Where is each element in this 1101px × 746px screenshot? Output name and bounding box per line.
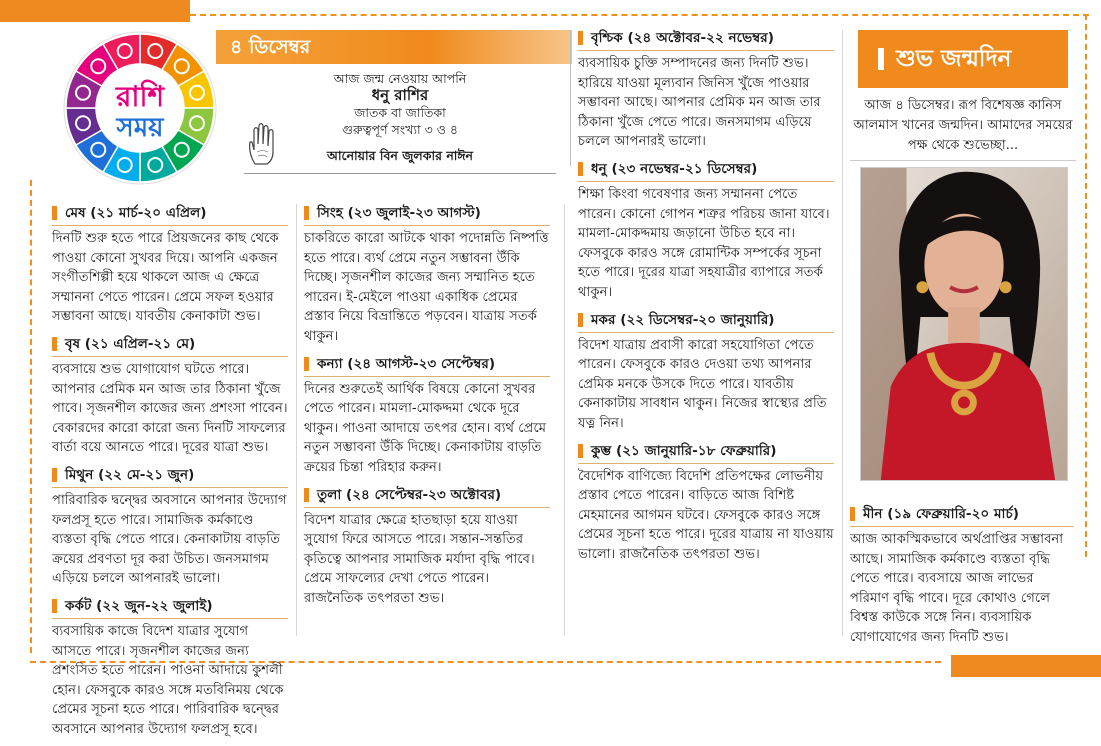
column-separator-1: [296, 204, 297, 636]
intro-block: [250, 70, 550, 138]
dashed-border-right: [1085, 14, 1087, 557]
column-separator-2: [564, 204, 565, 636]
sign-body: বিদেশ যাত্রার ক্ষেত্রে হাতছাড়া হয়ে যাওয়া সুযোগ ফিরে আসতে পারে। সন্তান-সন্ততির কৃতিত্বে আপনার সামাজিক মর্যাদা বৃদ্ধি পাবে। প্রেমে সাফল্যের দেখা পেতে পারেন। রাজনৈতিক তৎপরতা শুভ।: [304, 512, 535, 606]
date-banner: ৪ ডিসেম্বর: [216, 30, 572, 64]
sign-title: মীন (১৯ ফেব্রুয়ারি-২০ মার্চ): [863, 506, 1020, 522]
sign-mesh: [52, 203, 288, 327]
column-2: [304, 203, 550, 616]
banner-marker: [878, 48, 884, 70]
sign-marker: [52, 206, 57, 220]
sign-title: কন্যা (২৪ আগস্ট-২৩ সেপ্টেম্বর): [317, 355, 496, 372]
sign-title: সিংহ (২৩ জুলাই-২৩ আগস্ট): [317, 205, 481, 221]
sign-marker: [52, 337, 57, 351]
sign-body: চাকরিতে কারো আটকে থাকা পদোন্নতি নিষ্পত্তি হতে পারে। ব্যর্থ প্রেমে নতুন সম্ভাবনা উঁকি দিচ্ছে। সৃজনশীল কাজের জন্য সম্মানিত হতে পারেন। ই-মেইলে পাওয়া একাধিক প্রেমের প্রস্তাব নিয়ে বিভ্রান্তিতে পড়বেন। যাত্রায় সতর্ক থাকুন।: [304, 231, 549, 344]
sign-brishchik: [578, 28, 834, 152]
intro-line-1: আজ জন্ম নেওয়ায় আপনি: [333, 71, 467, 86]
sign-title: কুম্ভ (২১ জানুয়ারি-১৮ ফেব্রুয়ারি): [591, 442, 777, 459]
sign-brish: [52, 334, 288, 458]
birthday-divider: [850, 160, 1076, 161]
sign-meen: [850, 504, 1074, 648]
corner-accent-bottom-right: [951, 655, 1101, 677]
sign-tula: [304, 485, 550, 609]
column-3: [578, 28, 834, 571]
sign-title: মকর (২২ ডিসেম্বর-২০ জানুয়ারি): [591, 311, 775, 328]
intro-line-4: গুরুত্বপূর্ণ সংখ্যা ৩ ও ৪: [341, 122, 459, 137]
column-separator-3: [842, 30, 843, 636]
intro-line-3: জাতক বা জাতিকা: [354, 105, 446, 120]
sign-body: দিনের শুরুতেই আর্থিক বিষয়ে কোনো সুখবর পেতে পারেন। মামলা-মোকদ্দমা থেকে দূরে থাকুন। পাওনা আদায়ে তৎপর হোন। ব্যর্থ প্রেমে নতুন সম্ভাবনা উঁকি দিচ্ছে। কেনাকাটায় বাড়তি ক্রয়ের চিন্তা পরিহার করুন।: [304, 381, 547, 475]
sign-marker: [578, 31, 583, 45]
sign-marker: [850, 507, 855, 521]
dashed-border-left: [30, 180, 32, 653]
logo-word-somoy: সময়: [116, 113, 164, 143]
sign-marker: [52, 599, 57, 613]
sign-karkat: [52, 596, 288, 740]
column-4: [850, 504, 1074, 655]
sign-title: বৃশ্চিক (২৪ অক্টোবর-২২ নভেম্বর): [591, 30, 774, 46]
corner-accent-top-left: [0, 0, 190, 22]
sign-title: বৃষ (২১ এপ্রিল-২১ মে): [65, 335, 196, 352]
sign-singha: [304, 203, 550, 347]
sign-title: মেষ (২১ মার্চ-২০ এপ্রিল): [65, 205, 207, 221]
sign-makar: [578, 310, 834, 434]
sign-dhanu: [578, 159, 834, 303]
birthday-person-photo: [860, 167, 1068, 481]
rashi-somoy-logo: [62, 30, 218, 186]
sign-body: দিনটি শুরু হতে পারে প্রিয়জনের কাছ থেকে পাওয়া কোনো সুখবর দিয়ে। আপনি একজন সংগীতশিল্পী হয়ে থাকলে আজ এ ক্ষেত্রে সম্মাননা পেতে পারেন। প্রেমে সফল হওয়ার সম্ভাবনা আছে। যাবতীয় কেনাকাটা শুভ।: [52, 231, 279, 325]
sign-title: ধনু (২৩ নভেম্বর-২১ ডিসেম্বর): [591, 160, 758, 177]
header-divider: [570, 30, 571, 166]
sign-body: বৈদেশিক বাণিজ্যে বিদেশি প্রতিপক্ষের লোভনীয় প্রস্তাব পেতে পারেন। বাড়িতে আজ বিশিষ্ট মেহমানের আগমন ঘটবে। ফেসবুকে কারও সঙ্গে প্রেমের সূচনা হতে পারে। দূরের যাত্রায় না যাওয়ায় ভালো। রাজনৈতিক তৎপরতা শুভ।: [578, 468, 834, 562]
intro-rashi: ধনু রাশির: [371, 86, 429, 104]
sign-kumbha: [578, 441, 834, 565]
sign-marker: [304, 488, 309, 502]
logo-word-rashi: রাশি: [115, 80, 165, 113]
sign-marker: [304, 206, 309, 220]
sign-body: ব্যবসায়িক কাজে বিদেশ যাত্রার সুযোগ আসতে পারে। সৃজনশীল কাজের জন্য প্রশংসিত হতে পারেন। পাওনা আদায়ে কুশলী হোন। ফেসবুকে কারও সঙ্গে মতবিনিময় থেকে প্রেমের সূচনা হতে পারে। পারিবারিক দ্বন্দ্বের অবসানে আপনার উদ্যোগ ফলপ্রসূ হবে।: [52, 623, 284, 737]
birthday-banner: [858, 30, 1068, 88]
author-name: আনোয়ার বিন জুলকার নাঈন: [244, 148, 556, 174]
sign-body: শিক্ষা কিংবা গবেষণার জন্য সম্মাননা পেতে পারেন। কোনো গোপন শত্রুর পরিচয় জানা যাবে। মামলা-মোকদ্দমায় জড়ানো উচিত হবে না। ফেসবুকে কারও সঙ্গে রোমান্টিক সম্পর্কের সূচনা হতে পারে। দূরের যাত্রা সহযাত্রীর ব্যাপারে সতর্ক থাকুন।: [578, 186, 830, 300]
sign-title: মিথুন (২২ মে-২১ জুন): [65, 466, 195, 483]
sign-marker: [304, 357, 309, 371]
sign-marker: [578, 313, 583, 327]
sign-marker: [578, 162, 583, 176]
column-1: [52, 203, 288, 746]
sign-title: তুলা (২৪ সেপ্টেম্বর-২৩ অক্টোবর): [317, 486, 502, 503]
sign-body: ব্যবসায়িক চুক্তি সম্পাদনের জন্য দিনটি শুভ। হারিয়ে যাওয়া মূল্যবান জিনিস খুঁজে পাওয়ার সম্ভাবনা আছে। আপনার প্রেমিক মন আজ তার ঠিকানা খুঁজে পেতে পারে। জনসমাগম এড়িয়ে চললে আপনারই ভালো।: [578, 56, 821, 150]
sign-body: আজ আকস্মিকভাবে অর্থপ্রাপ্তির সম্ভাবনা আছে। সামাজিক কর্মকাণ্ডে ব্যস্ততা বৃদ্ধি পেতে পারে। ব্যবসায়ে আজ লাভের পরিমাণ বৃদ্ধি পাবে। দূরে কোথাও গেলে বিশ্বস্ত কাউকে সঙ্গে নিন। ব্যবসায়িক যোগাযোগের জন্য দিনটি শুভ।: [850, 532, 1064, 645]
birthday-banner-title: শুভ জন্মদিন: [896, 45, 1012, 72]
birthday-text: আজ ৪ ডিসেম্বর। রূপ বিশেষজ্ঞ কানিস আলমাস খানের জন্মদিন। আমাদের সময়ের পক্ষ থেকে শুভেচ্ছা...: [853, 98, 1073, 153]
sign-mithun: [52, 465, 288, 589]
sign-kanya: [304, 354, 550, 478]
sign-body: ব্যবসায়ে শুভ যোগাযোগ ঘটতে পারে। আপনার প্রেমিক মন আজ তার ঠিকানা খুঁজে পাবে। সৃজনশীল কাজের জন্য প্রশংসা পাবেন। বেকারদের কারো কারো জন্য দিনটি সাফল্যের বার্তা বয়ে আনতে পারে। দূরের যাত্রা শুভ।: [52, 361, 288, 456]
sign-body: বিদেশ যাত্রায় প্রবাসী কারো সহযোগিতা পেতে পারেন। ফেসবুকে কারও দেওয়া তথ্য আপনার প্রেমিক মনকে উসকে দিতে পারে। যাবতীয় কেনাকাটায় সাবধান থাকুন। নিজের স্বাস্থ্যের প্রতি যত্ন নিন।: [578, 337, 827, 431]
sign-body: পারিবারিক দ্বন্দ্বের অবসানে আপনার উদ্যোগ ফলপ্রসূ হতে পারে। সামাজিক কর্মকাণ্ডে ব্যস্ততা বৃদ্ধি পেতে পারে। কেনাকাটায় বাড়তি ক্রয়ের প্রবণতা দূর করা উচিত। জনসমাগম এড়িয়ে চললে আপনারই ভালো।: [52, 492, 287, 587]
sign-marker: [52, 468, 57, 482]
sign-title: কর্কট (২২ জুন-২২ জুলাই): [65, 597, 213, 614]
sign-marker: [578, 444, 583, 458]
dashed-border-top: [190, 14, 1089, 16]
